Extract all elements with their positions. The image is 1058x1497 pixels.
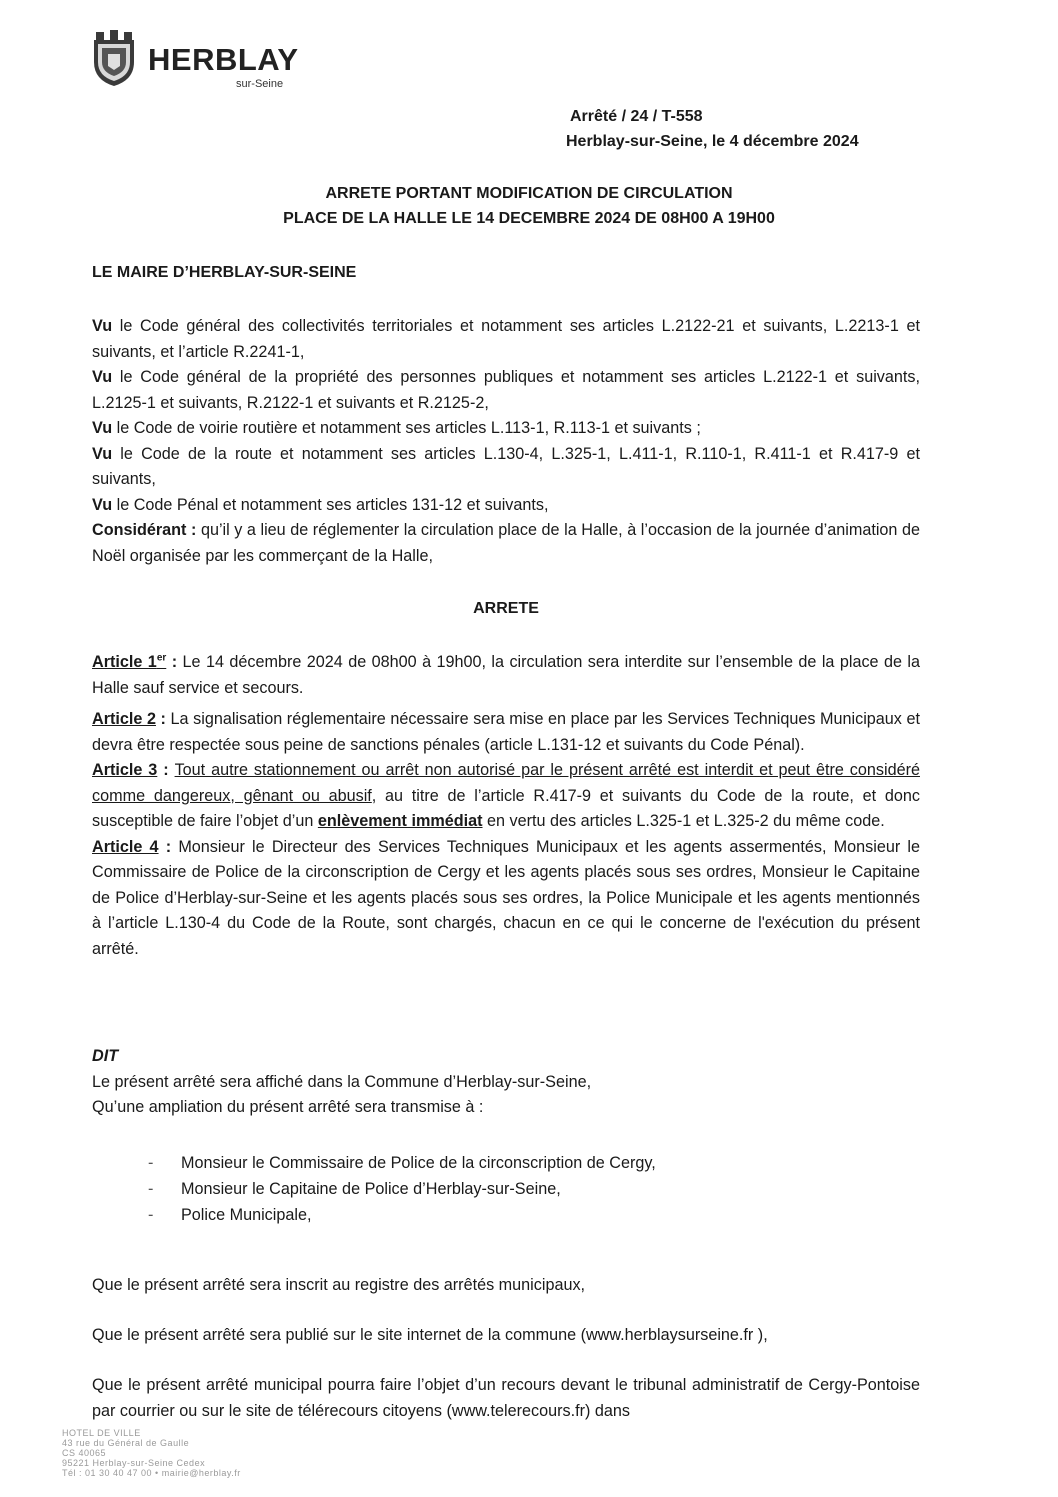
- city-crest-icon: [88, 30, 140, 88]
- list-item: - Monsieur le Capitaine de Police d’Herblay-sur-Seine,: [148, 1180, 561, 1198]
- legal-basis-section: [92, 314, 920, 569]
- brand-name: HERBLAY: [148, 42, 299, 77]
- arrete-heading: ARRETE: [473, 600, 539, 617]
- brand-subtitle: sur-Seine: [236, 78, 284, 90]
- decree-title-line1: ARRETE PORTANT MODIFICATION DE CIRCULATION: [325, 185, 733, 202]
- article-3: Article 3 : Tout autre stationnement ou arrêt non autorisé par le présent arrêté est interdit et peut être considéré comme dangereux, gênant ou abusif, au titre de l’article R.417-9 et suivants du Code de la route, et donc susceptible de faire l’objet d’un enlèvement immédiat en vertu des articles L.325-1 et L.325-2 du même code.: [92, 761, 920, 830]
- dit-line: Le présent arrêté sera affiché dans la Commune d’Herblay-sur-Seine,: [92, 1072, 592, 1091]
- article-2: Article 2 : La signalisation réglementaire nécessaire sera mise en place par les Services Techniques Municipaux et devra être respectée sous peine de sanctions pénales (article L.131-12 et suivants du Code Pénal).: [92, 710, 920, 754]
- vu-paragraph: Vu le Code Pénal et notamment ses articles 131-12 et suivants,: [92, 495, 549, 514]
- registry-paragraph: Que le présent arrêté sera inscrit au registre des arrêtés municipaux,: [92, 1276, 586, 1295]
- decree-date: Herblay-sur-Seine, le 4 décembre 2024: [566, 133, 859, 150]
- mayor-heading: LE MAIRE D’HERBLAY-SUR-SEINE: [92, 264, 357, 281]
- considerant-paragraph: Considérant : qu’il y a lieu de réglementer la circulation place de la Halle, à l’occasion de la journée d’animation de Noël organisée par les commerçant de la Halle,: [92, 521, 920, 565]
- list-item: - Police Municipale,: [148, 1206, 312, 1224]
- vu-paragraph: Vu le Code de voirie routière et notamment ses articles L.113-1, R.113-1 et suivants ;: [92, 419, 701, 437]
- list-item: - Monsieur le Commissaire de Police de la circonscription de Cergy,: [148, 1154, 656, 1172]
- footer-address: HOTEL DE VILLE 43 rue du Général de Gaulle CS 40065 95221 Herblay-sur-Seine Cedex Tél : 01 30 40 47 00 • mairie@herblay.fr: [62, 1428, 241, 1478]
- vu-paragraph: Vu le Code de la route et notamment ses articles L.130-4, L.325-1, L.411-1, R.110-1, R.411-1 et R.417-9 et suivants,: [92, 444, 920, 488]
- decree-title-line2: PLACE DE LA HALLE LE 14 DECEMBRE 2024 DE 08H00 A 19H00: [283, 210, 775, 227]
- decree-reference: Arrêté / 24 / T-558: [570, 108, 703, 125]
- appeal-paragraph: Que le présent arrêté municipal pourra faire l’objet d’un recours devant le tribunal administratif de Cergy-Pontoise par courrier ou sur le site de télérecours citoyens (www.telerecours.fr) dans: [92, 1376, 920, 1420]
- vu-paragraph: Vu le Code général de la propriété des personnes publiques et notamment ses articles L.2122-1 et suivants, L.2125-1 et suivants, R.2122-1 et suivants et R.2125-2,: [92, 368, 920, 412]
- article-4: Article 4 : Monsieur le Directeur des Services Techniques Municipaux et les agents assermentés, Monsieur le Commissaire de Police de la circonscription de Cergy et les agents placés sous ses ordres, Monsieur le Capitaine de Police d’Herblay-sur-Seine et les agents placés sous ses ordres, la Police Municipale et les agents mentionnés à l’article L.130-4 du Code de la Route, sont chargés, chacun en ce qui le concerne de l'exécution du présent arrêté.: [92, 837, 921, 958]
- articles-section: [92, 650, 920, 962]
- recipients-list: [148, 1150, 656, 1228]
- dit-line: Qu’une ampliation du présent arrêté sera transmise à :: [92, 1098, 484, 1116]
- article-1: Article 1er : Le 14 décembre 2024 de 08h00 à 19h00, la circulation sera interdite sur l’ensemble de la place de la Halle sauf service et secours.: [92, 652, 920, 697]
- publication-paragraph: Que le présent arrêté sera publié sur le site internet de la commune (www.herblaysurseine.fr ),: [92, 1326, 768, 1345]
- vu-paragraph: Vu le Code général des collectivités territoriales et notamment ses articles L.2122-21 et suivants, L.2213-1 et suivants, et l’article R.2241-1,: [92, 317, 920, 361]
- dit-heading: DIT: [92, 1047, 119, 1065]
- dit-section: [92, 1044, 920, 1121]
